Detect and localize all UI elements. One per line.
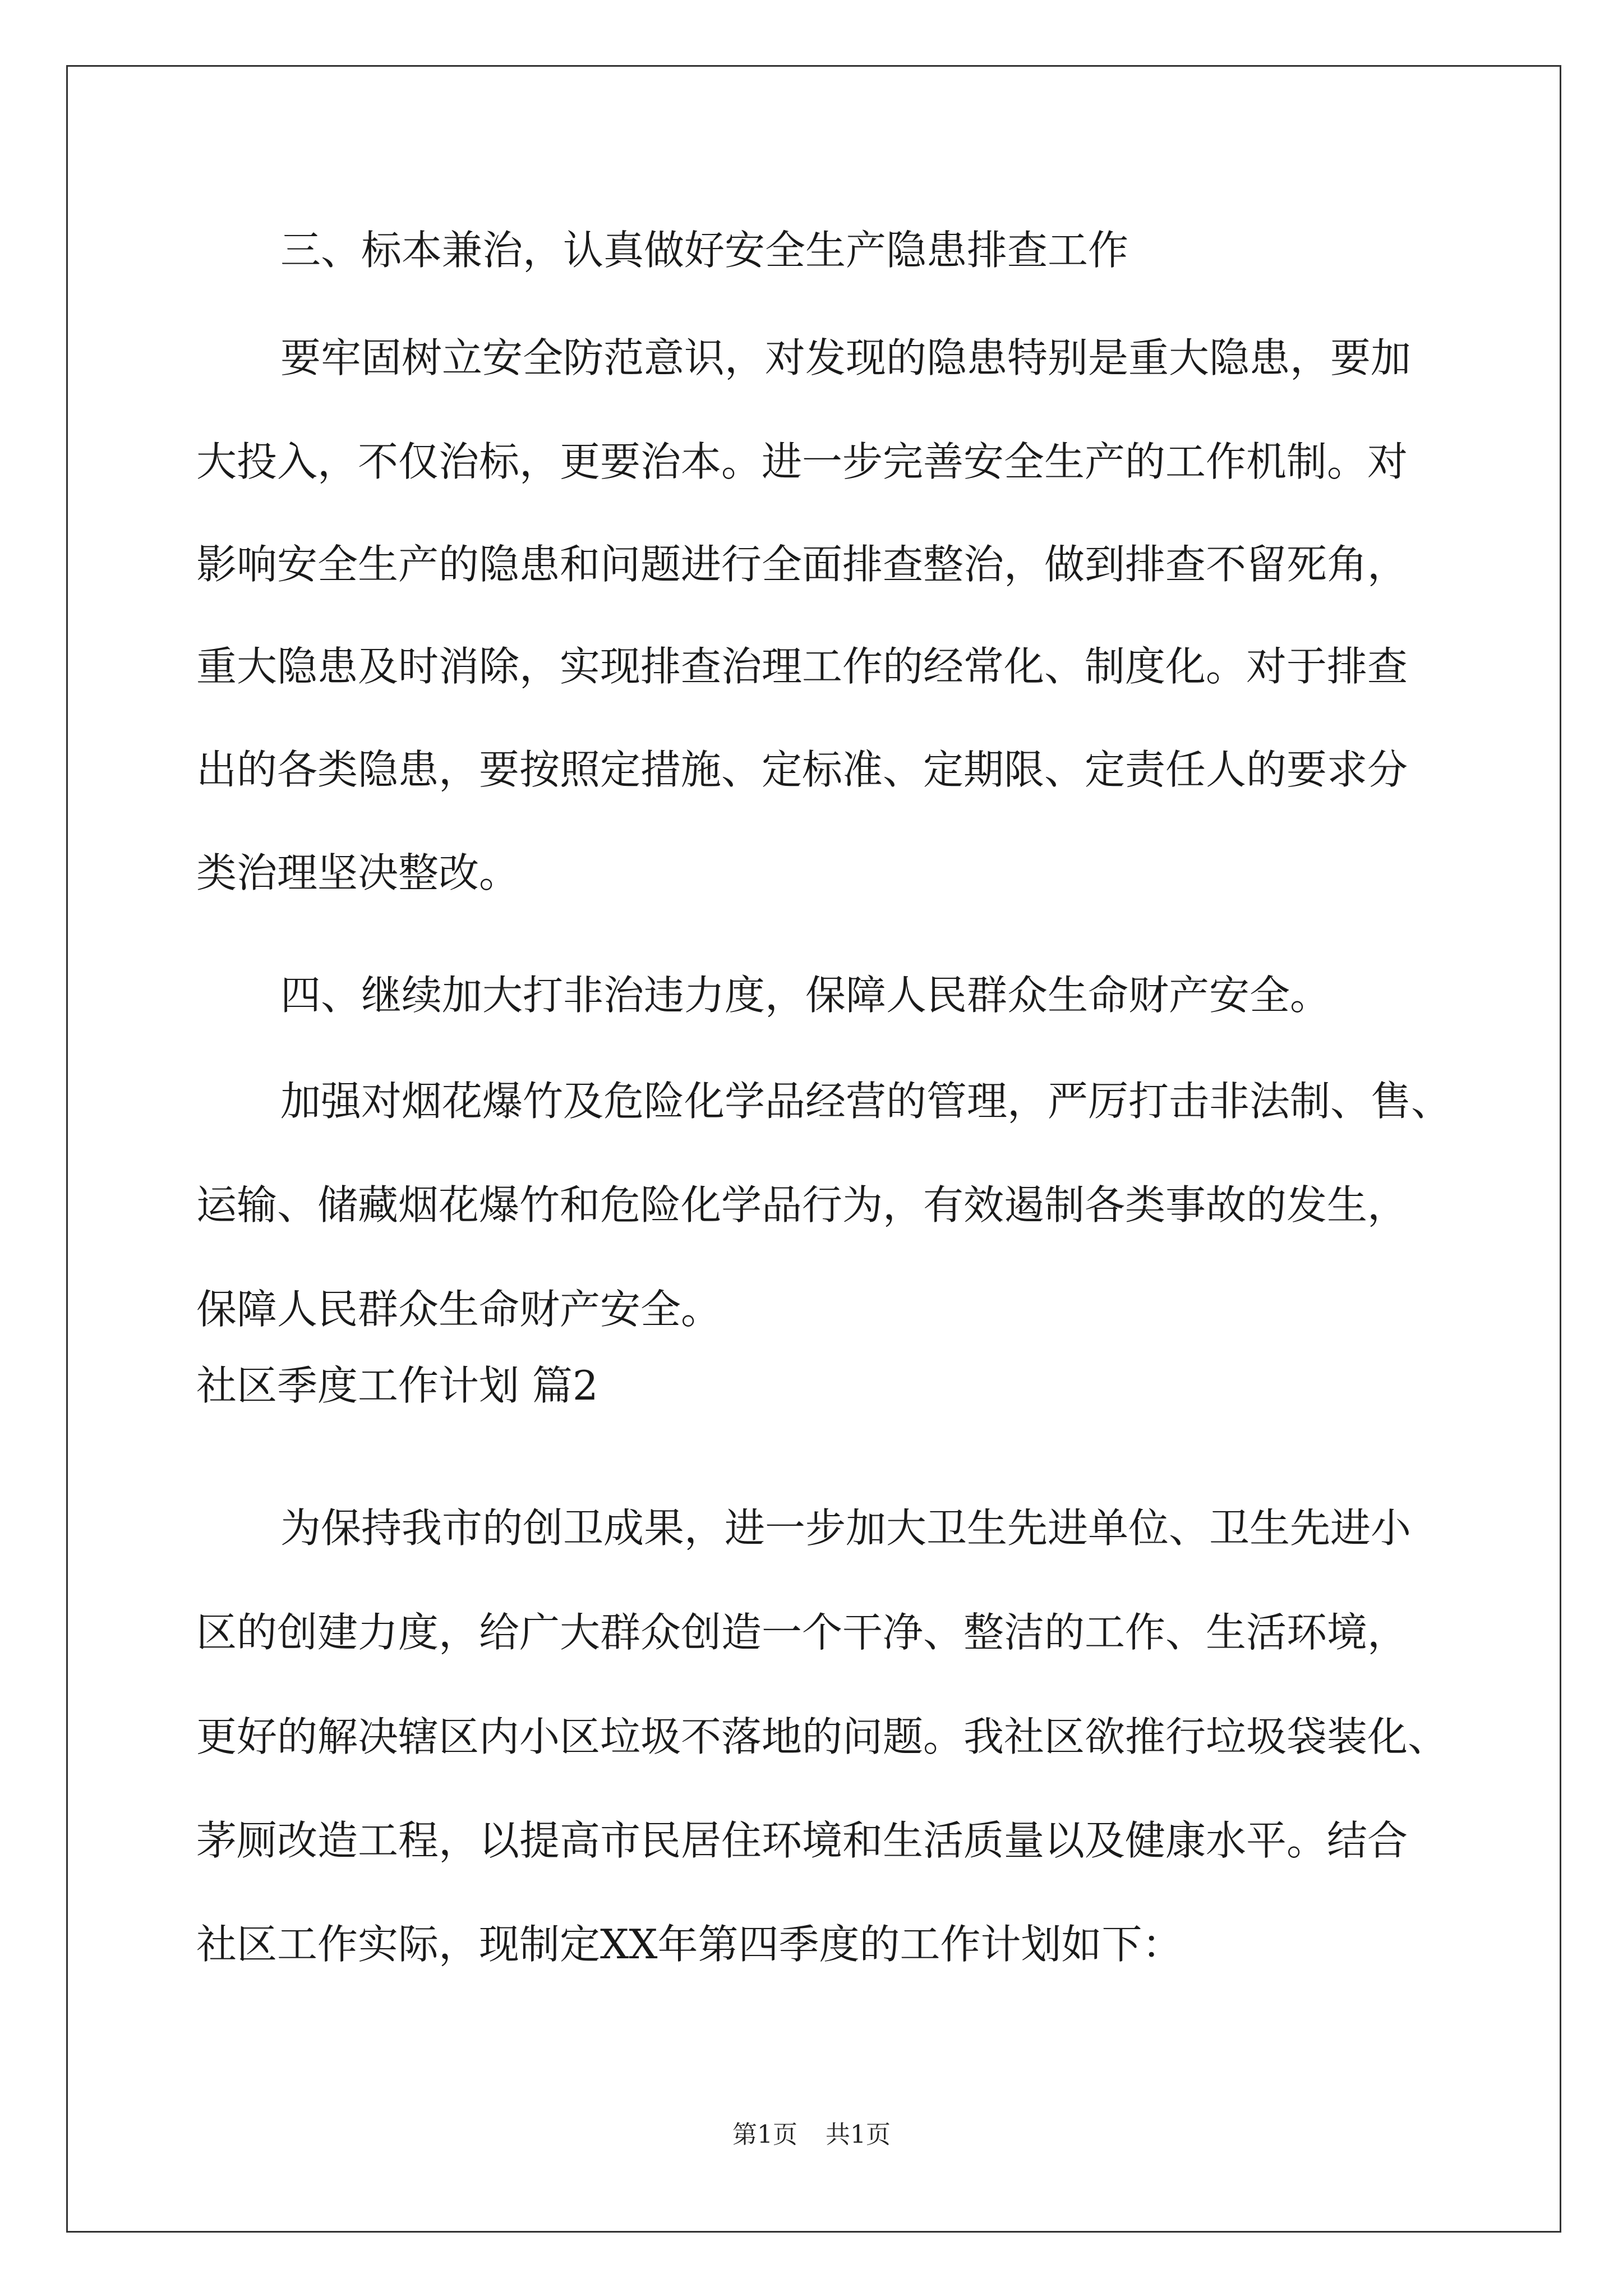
paragraph-line: 茅厕改造工程，以提高市民居住环境和生活质量以及健康水平。结合 (196, 1817, 1408, 1864)
paragraph-line: 区的创建力度，给广大群众创造一个干净、整洁的工作、生活环境， (196, 1609, 1408, 1656)
page-border (66, 65, 1561, 2233)
paragraph-line: 大投入，不仅治标，更要治本。进一步完善安全生产的工作机制。对 (196, 438, 1408, 485)
paragraph-line: 运输、储藏烟花爆竹和危险化学品行为，有效遏制各类事故的发生， (196, 1181, 1408, 1228)
paragraph-line: 重大隐患及时消除，实现排查治理工作的经常化、制度化。对于排查 (196, 643, 1408, 690)
page-total: 共1页 (826, 2120, 891, 2149)
section-heading: 四、继续加大打非治违力度，保障人民群众生命财产安全。 (280, 972, 1331, 1019)
page-number: 第1页 (732, 2120, 797, 2149)
paragraph-line: 影响安全生产的隐患和问题进行全面排查整治，做到排查不留死角， (196, 541, 1408, 588)
paragraph-line: 保障人民群众生命财产安全。 (196, 1286, 722, 1333)
paragraph-line: 为保持我市的创卫成果，进一步加大卫生先进单位、卫生先进小 (280, 1504, 1412, 1552)
article-title: 社区季度工作计划 篇2 (196, 1362, 598, 1409)
page-footer (0, 2120, 1623, 2149)
paragraph-line: 类治理坚决整改。 (196, 849, 520, 896)
paragraph-line: 加强对烟花爆竹及危险化学品经营的管理，严厉打击非法制、售、 (280, 1078, 1452, 1125)
paragraph-line: 要牢固树立安全防范意识，对发现的隐患特别是重大隐患，要加 (280, 334, 1412, 381)
paragraph-line: 更好的解决辖区内小区垃圾不落地的问题。我社区欲推行垃圾袋装化、 (196, 1713, 1449, 1760)
paragraph-line: 社区工作实际，现制定XX年第四季度的工作计划如下： (196, 1921, 1183, 1968)
paragraph-line: 出的各类隐患，要按照定措施、定标准、定期限、定责任人的要求分 (196, 746, 1408, 793)
section-heading: 三、标本兼治，认真做好安全生产隐患排查工作 (280, 227, 1129, 274)
